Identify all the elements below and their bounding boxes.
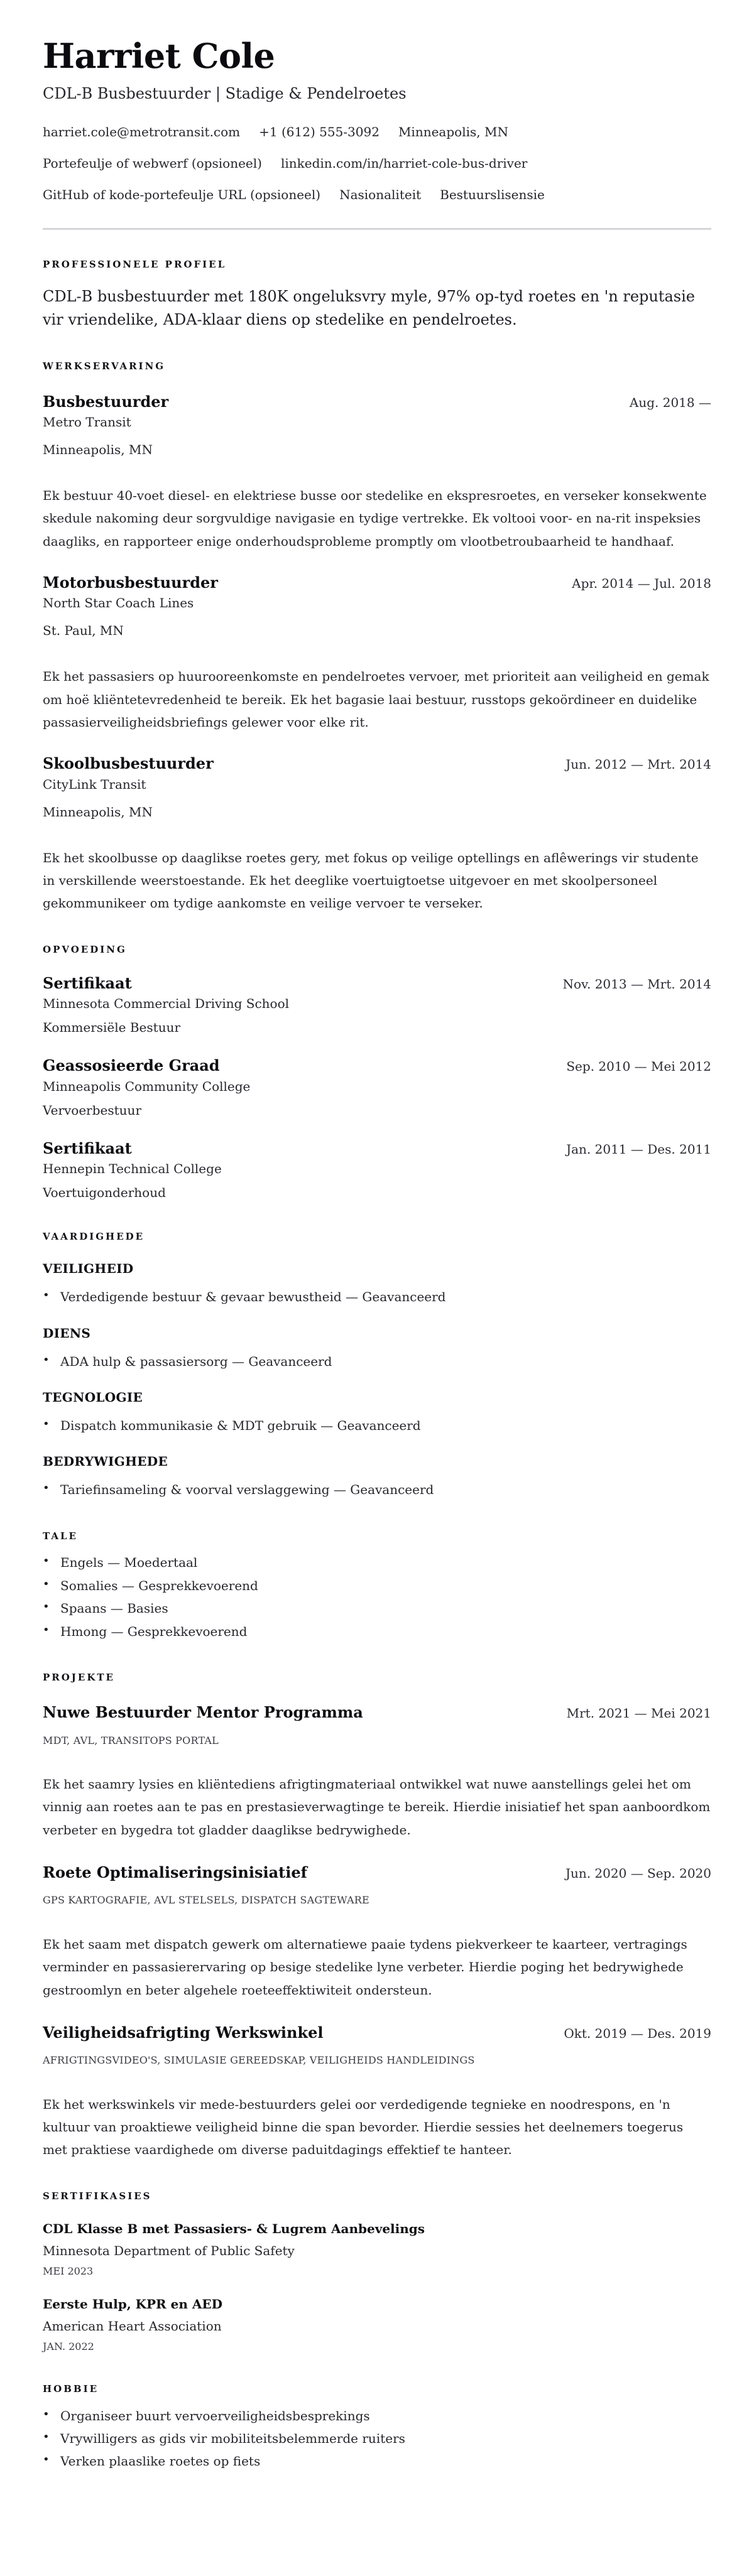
school-name: Hennepin Technical College: [43, 1161, 222, 1176]
job-location: St. Paul, MN: [43, 623, 124, 639]
job-description: Ek bestuur 40-voet diesel- en elektriese busse oor stedelike en ekspresroetes, en verseker konsekwente skedule nakoming deur sorgvuldige navigasie en tydige vertrekke. Ek voltooi voor- en na-rit inspeksies daagliks, en rapporteer enige onderhoudsprobleme promptly om vlootbetroubaarheid te handhaaf.: [43, 487, 707, 549]
candidate-headline: CDL-B Busbestuurder | Stadige & Pendelroetes: [43, 85, 407, 103]
section-projects: [43, 1672, 711, 2162]
section-experience: [43, 360, 711, 915]
certification-name: CDL Klasse B met Passasiers- & Lugrem Aanbevelings: [43, 2221, 425, 2237]
degree-title: Sertifikaat: [43, 1139, 132, 1157]
job-location: Minneapolis, MN: [43, 804, 153, 820]
language-list: [43, 1551, 711, 1643]
project-dates: Jun. 2020 — Sep. 2020: [565, 1866, 711, 1881]
job-description: Ek het skoolbusse op daaglikse roetes gery, met fokus op veilige optellings en aflêwerings vir studente in verskillende weerstoestande. Ek het deeglike voertuigtoetse uitgevoer en met skoolpersoneel gekommunikeer om tydige aankomste en veilige vervoer te verseker.: [43, 850, 699, 911]
language-item: • Engels — Moedertaal: [43, 1551, 711, 1574]
certification-name: Eerste Hulp, KPR en AED: [43, 2297, 222, 2312]
project-entry: [43, 1702, 711, 1841]
contact-phone[interactable]: +1 (612) 555-3092: [259, 124, 380, 140]
education-entry: [43, 1139, 711, 1202]
contact-location: Minneapolis, MN: [398, 124, 508, 140]
section-profile: [43, 259, 711, 332]
skill-category-technology: TEGNOLOGIE: [43, 1390, 143, 1405]
section-title-languages: TALE: [43, 1530, 78, 1542]
contact-nationality: Nasionaliteit: [339, 187, 422, 203]
project-tech: MDT, AVL, TRANSITOPS PORTAL: [43, 1734, 219, 1746]
job-dates: Apr. 2014 — Jul. 2018: [572, 576, 711, 592]
section-languages: [43, 1530, 711, 1643]
education-dates: Nov. 2013 — Mrt. 2014: [562, 977, 711, 992]
certification-issuer: Minnesota Department of Public Safety: [43, 2243, 295, 2259]
project-tech: AFRIGTINGSVIDEO'S, SIMULASIE GEREEDSKAP, VEILIGHEIDS HANDLEIDINGS: [43, 2054, 475, 2067]
project-dates: Okt. 2019 — Des. 2019: [564, 2025, 711, 2041]
contact-github[interactable]: GitHub of kode-portefeulje URL (opsioneel): [43, 187, 321, 203]
job-description: Ek het passasiers op huurooreenkomste en pendelroetes vervoer, met prioriteit aan veiligheid en gemak om hoë kliëntetevredenheid te bereik. Ek het bagasie laai bestuur, russtops gekoördineer en duidelike passasierveiligheidsbriefings gelewer voor elke rit.: [43, 669, 709, 730]
profile-summary: CDL-B busbestuurder met 180K ongeluksvry myle, 97% op-tyd roetes en 'n reputasie vir vriendelike, ADA-klaar diens op stedelike en pendelroetes.: [43, 287, 695, 328]
certification-date: JAN. 2022: [43, 2341, 94, 2353]
contact-row-3: [43, 187, 711, 203]
project-name: Nuwe Bestuurder Mentor Programma: [43, 1703, 363, 1722]
project-name: Veiligheidsafrigting Werkswinkel: [43, 2023, 324, 2042]
school-name: Minnesota Commercial Driving School: [43, 996, 290, 1012]
hobby-item: • Verken plaaslike roetes op fiets: [43, 2450, 711, 2472]
job-title: Busbestuurder: [43, 392, 169, 411]
skill-list: [43, 1285, 711, 1308]
hobby-item: • Vrywilligers as gids vir mobiliteitsbelemmerde ruiters: [43, 2427, 711, 2450]
skill-list: [43, 1350, 711, 1373]
project-description: Ek het saamry lysies en kliëntediens afrigtingmateriaal ontwikkel wat nuwe aanstellings gelei het om vinnig aan roetes aan te pas en prestasieverwagtinge te bereik. Hierdie inisiatief het span aanboordkom verbeter en bygedra tot gladder daaglikse bedrywighede.: [43, 1777, 711, 1837]
section-certifications: [43, 2190, 711, 2355]
certification-issuer: American Heart Association: [43, 2319, 222, 2334]
experience-entry: [43, 754, 711, 914]
section-title-experience: WERKSERVARING: [43, 360, 166, 372]
certification-entry: [43, 2220, 711, 2279]
job-company: Metro Transit: [43, 414, 131, 430]
language-item: • Hmong — Gesprekkevoerend: [43, 1620, 711, 1643]
contact-drivers-license: Bestuurslisensie: [440, 187, 545, 203]
experience-entry: [43, 573, 711, 733]
project-description: Ek het saam met dispatch gewerk om alternatiewe paaie tydens piekverkeer te kaarteer, vertragings verminder en passasierervaring op besige stedelike lyne verbeter. Hierdie poging het bedrywighede gestroomlyn en beter algehele roeteeffektiwiteit ondersteun.: [43, 1936, 687, 1998]
degree-title: Sertifikaat: [43, 974, 132, 993]
experience-entry: [43, 392, 711, 553]
section-education: [43, 944, 711, 1202]
resume-header: [43, 36, 711, 230]
project-entry: [43, 1863, 711, 2001]
degree-title: Geassosieerde Graad: [43, 1056, 220, 1075]
skill-list: [43, 1414, 711, 1437]
candidate-name: Harriet Cole: [43, 36, 275, 76]
section-title-education: OPVOEDING: [43, 943, 127, 955]
contact-row-2: [43, 155, 711, 171]
skill-category-safety: VEILIGHEID: [43, 1261, 134, 1277]
skill-category-service: DIENS: [43, 1325, 91, 1341]
skill-item: • ADA hulp & passasiersorg — Geavanceerd: [43, 1350, 711, 1373]
education-dates: Jan. 2011 — Des. 2011: [566, 1141, 711, 1157]
skill-item: • Verdedigende bestuur & gevaar bewustheid — Geavanceerd: [43, 1285, 711, 1308]
study-field: Voertuigonderhoud: [43, 1184, 166, 1200]
section-title-hobbies: HOBBIE: [43, 2383, 99, 2395]
language-item: • Spaans — Basies: [43, 1597, 711, 1620]
study-field: Kommersiële Bestuur: [43, 1020, 181, 1036]
education-dates: Sep. 2010 — Mei 2012: [566, 1059, 711, 1074]
hobby-list: [43, 2405, 711, 2473]
contact-linkedin[interactable]: linkedin.com/in/harriet-cole-bus-driver: [280, 156, 528, 171]
project-name: Roete Optimaliseringsinisiatief: [43, 1863, 307, 1882]
section-title-skills: VAARDIGHEDE: [43, 1230, 145, 1242]
section-title-certifications: SERTIFIKASIES: [43, 2190, 152, 2202]
section-hobbies: [43, 2383, 711, 2473]
project-entry: [43, 2023, 711, 2162]
education-entry: [43, 973, 711, 1037]
skill-category-operations: BEDRYWIGHEDE: [43, 1454, 168, 1469]
header-divider: [43, 228, 711, 230]
language-item: • Somalies — Gesprekkevoerend: [43, 1574, 711, 1597]
project-description: Ek het werkswinkels vir mede-bestuurders gelei oor verdedigende tegnieke en noodrespons, en 'n kultuur van proaktiewe veiligheid binne die span bevorder. Hierdie sessies het deelnemers toegerus met praktiese vaardighede om diverse paduitdagings effektief te hanteer.: [43, 2096, 684, 2158]
skill-item: • Tariefinsameling & voorval verslaggewing — Geavanceerd: [43, 1478, 711, 1501]
skill-list: [43, 1478, 711, 1501]
job-dates: Aug. 2018 —: [629, 394, 711, 410]
section-title-profile: PROFESSIONELE PROFIEL: [43, 259, 227, 271]
job-company: CityLink Transit: [43, 776, 146, 792]
job-title: Skoolbusbestuurder: [43, 754, 214, 773]
certification-entry: [43, 2295, 711, 2354]
project-dates: Mrt. 2021 — Mei 2021: [566, 1706, 711, 1721]
education-entry: [43, 1056, 711, 1119]
section-skills: [43, 1231, 711, 1502]
hobby-item: • Organiseer buurt vervoerveiligheidsbesprekings: [43, 2405, 711, 2427]
contact-portfolio[interactable]: Portefeulje of webwerf (opsioneel): [43, 156, 262, 171]
section-title-projects: PROJEKTE: [43, 1671, 115, 1683]
job-title: Motorbusbestuurder: [43, 573, 218, 592]
certification-date: MEI 2023: [43, 2265, 94, 2278]
study-field: Vervoerbestuur: [43, 1102, 142, 1118]
job-location: Minneapolis, MN: [43, 441, 153, 457]
skill-item: • Dispatch kommunikasie & MDT gebruik — Geavanceerd: [43, 1414, 711, 1437]
contact-email[interactable]: harriet.cole@metrotransit.com: [43, 124, 241, 140]
job-company: North Star Coach Lines: [43, 595, 194, 611]
job-dates: Jun. 2012 — Mrt. 2014: [566, 757, 711, 772]
project-tech: GPS KARTOGRAFIE, AVL STELSELS, DISPATCH SAGTEWARE: [43, 1894, 369, 1907]
school-name: Minneapolis Community College: [43, 1078, 251, 1094]
contact-row-1: [43, 124, 711, 140]
